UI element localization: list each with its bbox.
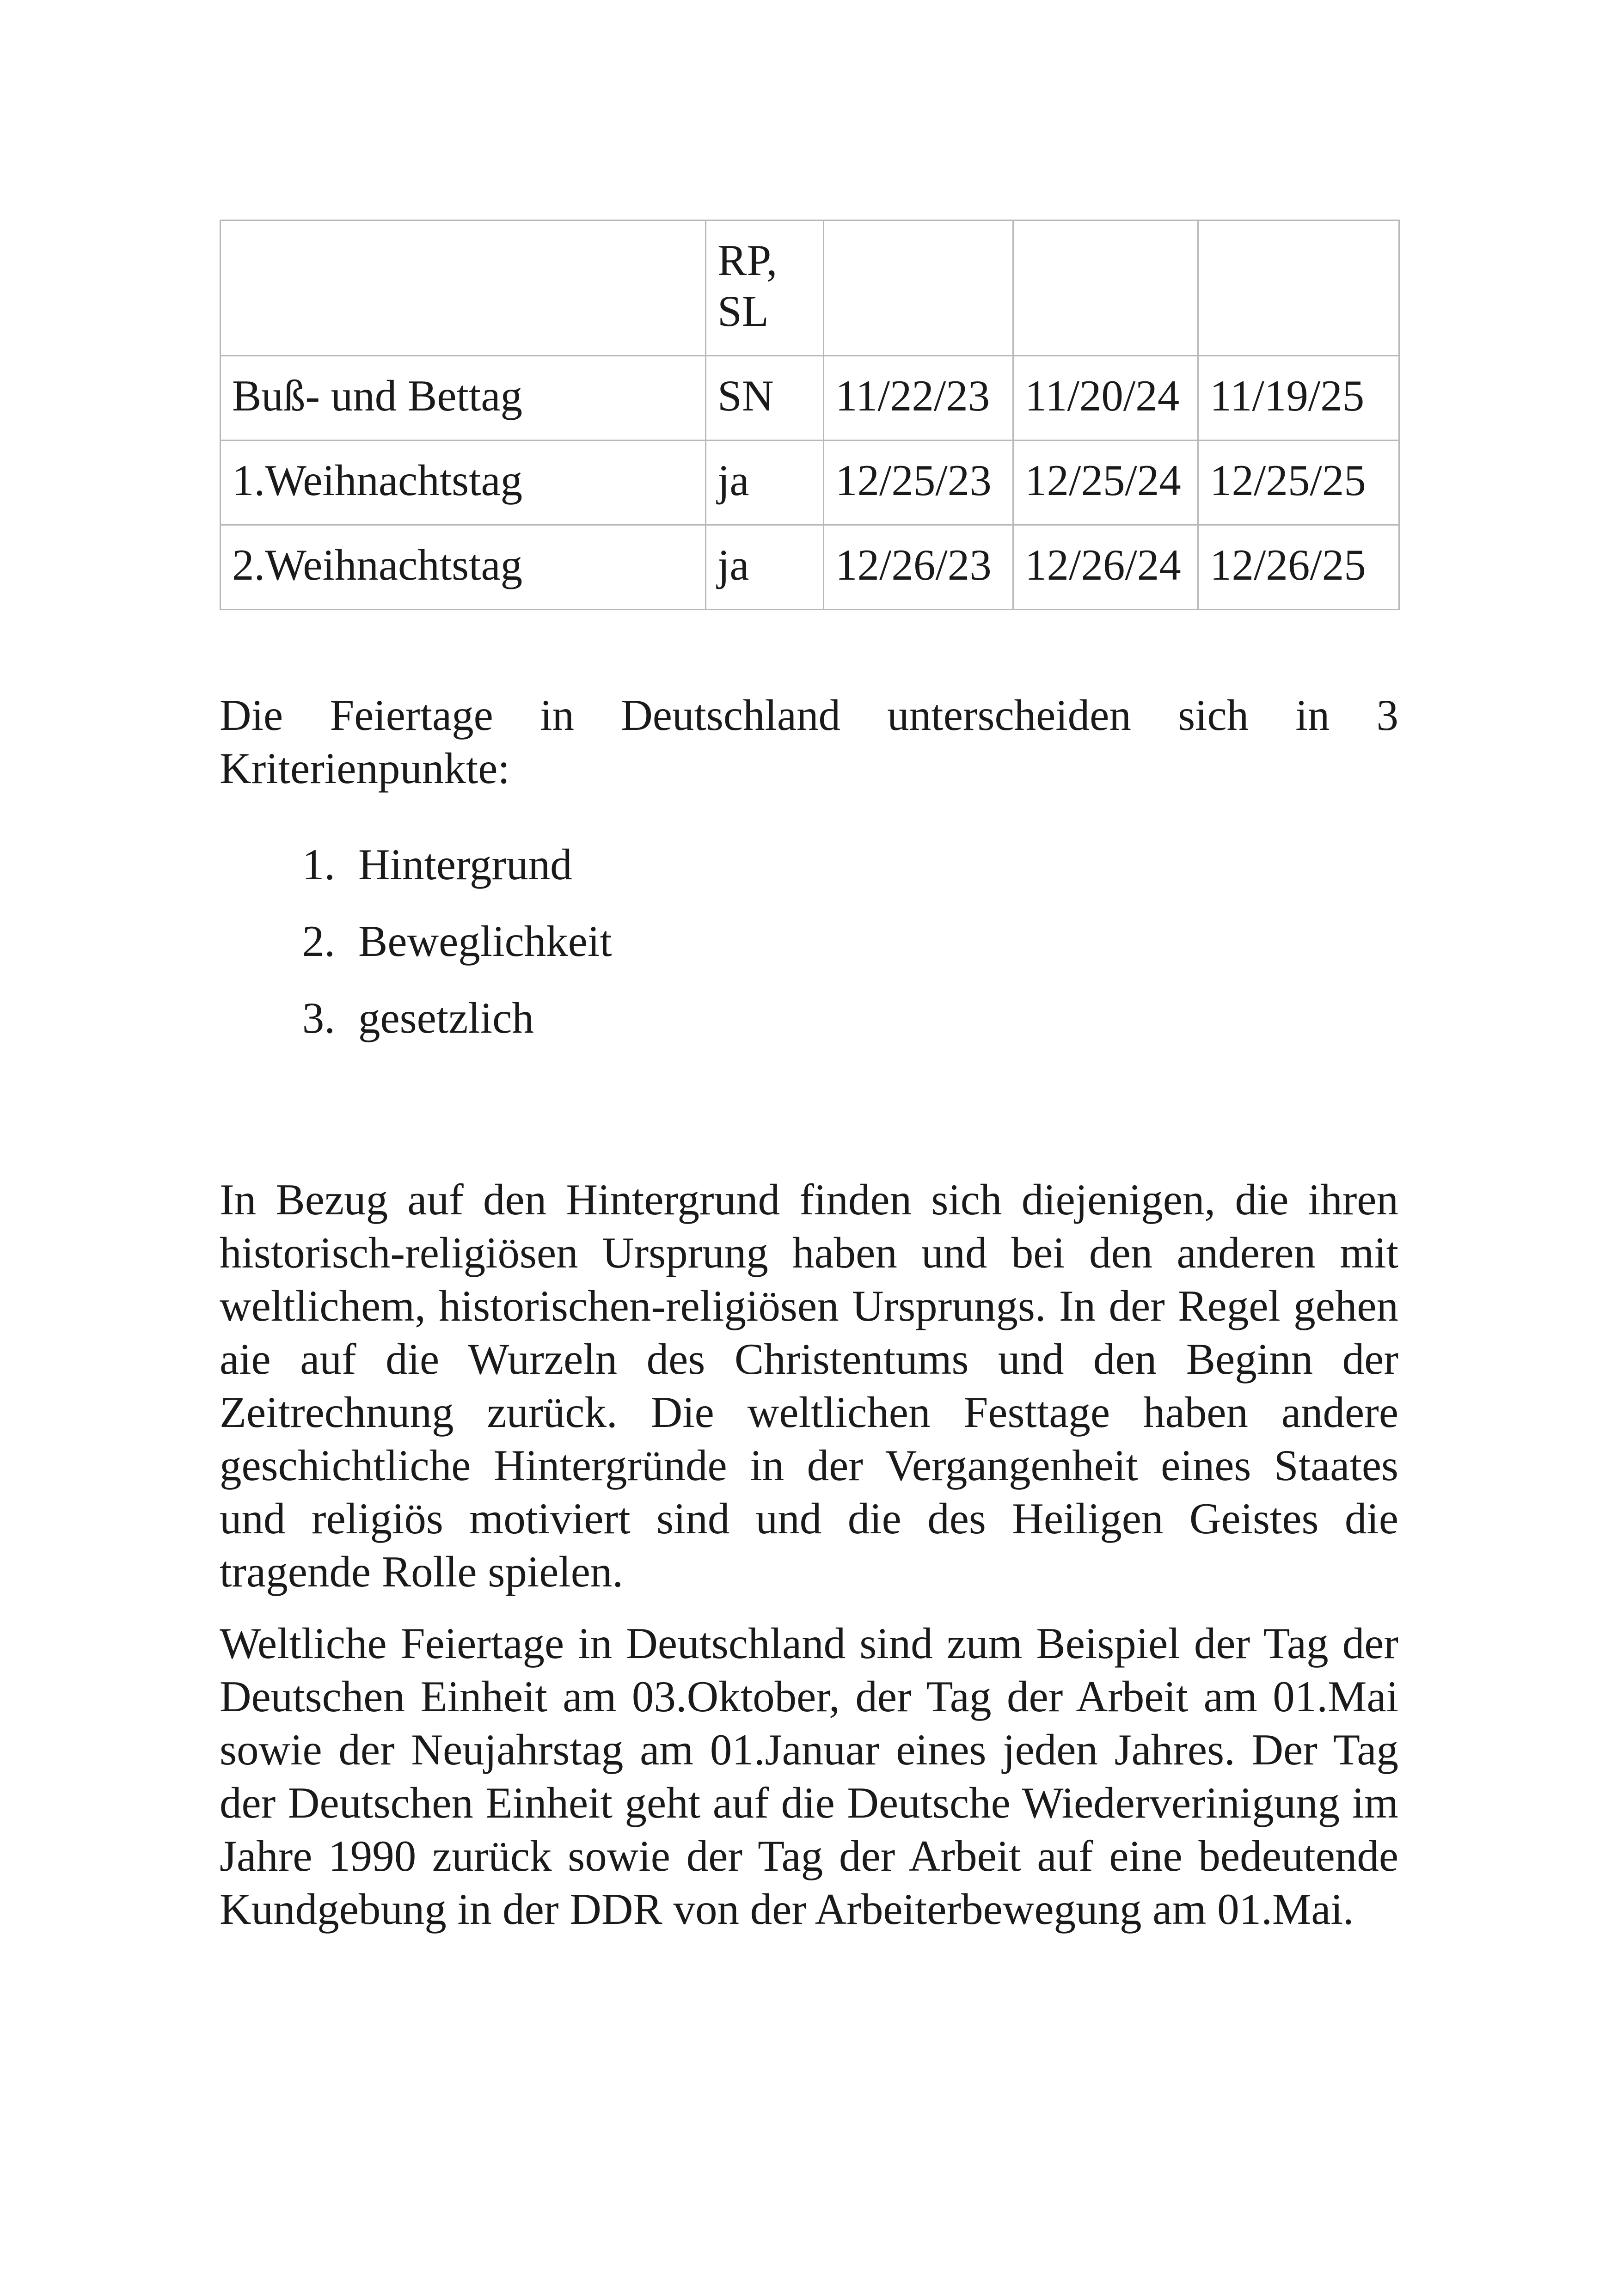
- date-2025-cell: 11/19/25: [1198, 356, 1399, 441]
- date-2023-cell: 12/25/23: [824, 441, 1013, 525]
- list-item: [220, 916, 1398, 992]
- states-cell: SN: [706, 356, 824, 441]
- criteria-list: [220, 839, 1398, 1069]
- list-item: [220, 839, 1398, 916]
- date-2025-cell: 12/25/25: [1198, 441, 1399, 525]
- holiday-name-cell: Buß- und Bettag: [221, 356, 706, 441]
- date-2023-cell: 11/22/23: [824, 356, 1013, 441]
- table-row: [221, 356, 1399, 441]
- states-cell: ja: [706, 525, 824, 610]
- list-number: 3.: [302, 993, 335, 1042]
- holiday-name-cell: [221, 220, 706, 356]
- list-number: 1.: [302, 840, 335, 889]
- date-2024-cell: [1013, 220, 1198, 356]
- holiday-name-cell: 2.Weihnachtstag: [221, 525, 706, 610]
- date-2024-cell: 12/25/24: [1013, 441, 1198, 525]
- document-page: [220, 220, 1398, 1936]
- table-row: [221, 525, 1399, 610]
- body-paragraph: In Bezug auf den Hintergrund finden sich diejenigen, die ihren historisch-religiösen Ursprung haben und bei den anderen mit weltlichem, historischen-religiösen Ursprungs. In der Regel gehen aie auf die Wurzeln des Christentums und den Beginn der Zeitrechnung zurück. Die weltlichen Festtage haben andere geschichtliche Hintergründe in der Vergangenheit eines Staates und religiös motiviert sind und die des Heiligen Geistes die tragende Rolle spielen.: [220, 1175, 1398, 1596]
- date-2025-cell: [1198, 220, 1399, 356]
- list-item: [220, 992, 1398, 1069]
- date-2024-cell: 12/26/24: [1013, 525, 1198, 610]
- table-row: [221, 220, 1399, 356]
- date-2023-cell: 12/26/23: [824, 525, 1013, 610]
- body-paragraph: Weltliche Feiertage in Deutschland sind zum Beispiel der Tag der Deutschen Einheit am 03.Oktober, der Tag der Arbeit am 01.Mai sowie der Neujahrstag am 01.Januar eines jeden Jahres. Der Tag der Deutschen Einheit geht auf die Deutsche Wiederverinigung im Jahre 1990 zurück sowie der Tag der Arbeit auf eine bedeutende Kundgebung in der DDR von der Arbeiterbewegung am 01.Mai.: [220, 1619, 1398, 1934]
- date-2025-cell: 12/26/25: [1198, 525, 1399, 610]
- date-2024-cell: 11/20/24: [1013, 356, 1198, 441]
- list-label: Hintergrund: [358, 840, 572, 889]
- states-cell: ja: [706, 441, 824, 525]
- states-cell: RP, SL: [706, 220, 824, 356]
- date-2023-cell: [824, 220, 1013, 356]
- intro-paragraph: Die Feiertage in Deutschland unterscheiden sich in 3 Kriterienpunkte:: [220, 691, 1398, 793]
- list-label: gesetzlich: [358, 993, 534, 1042]
- holiday-table: [220, 220, 1400, 610]
- list-number: 2.: [302, 917, 335, 966]
- table-row: [221, 441, 1399, 525]
- list-label: Beweglichkeit: [358, 917, 612, 966]
- holiday-name-cell: 1.Weihnachtstag: [221, 441, 706, 525]
